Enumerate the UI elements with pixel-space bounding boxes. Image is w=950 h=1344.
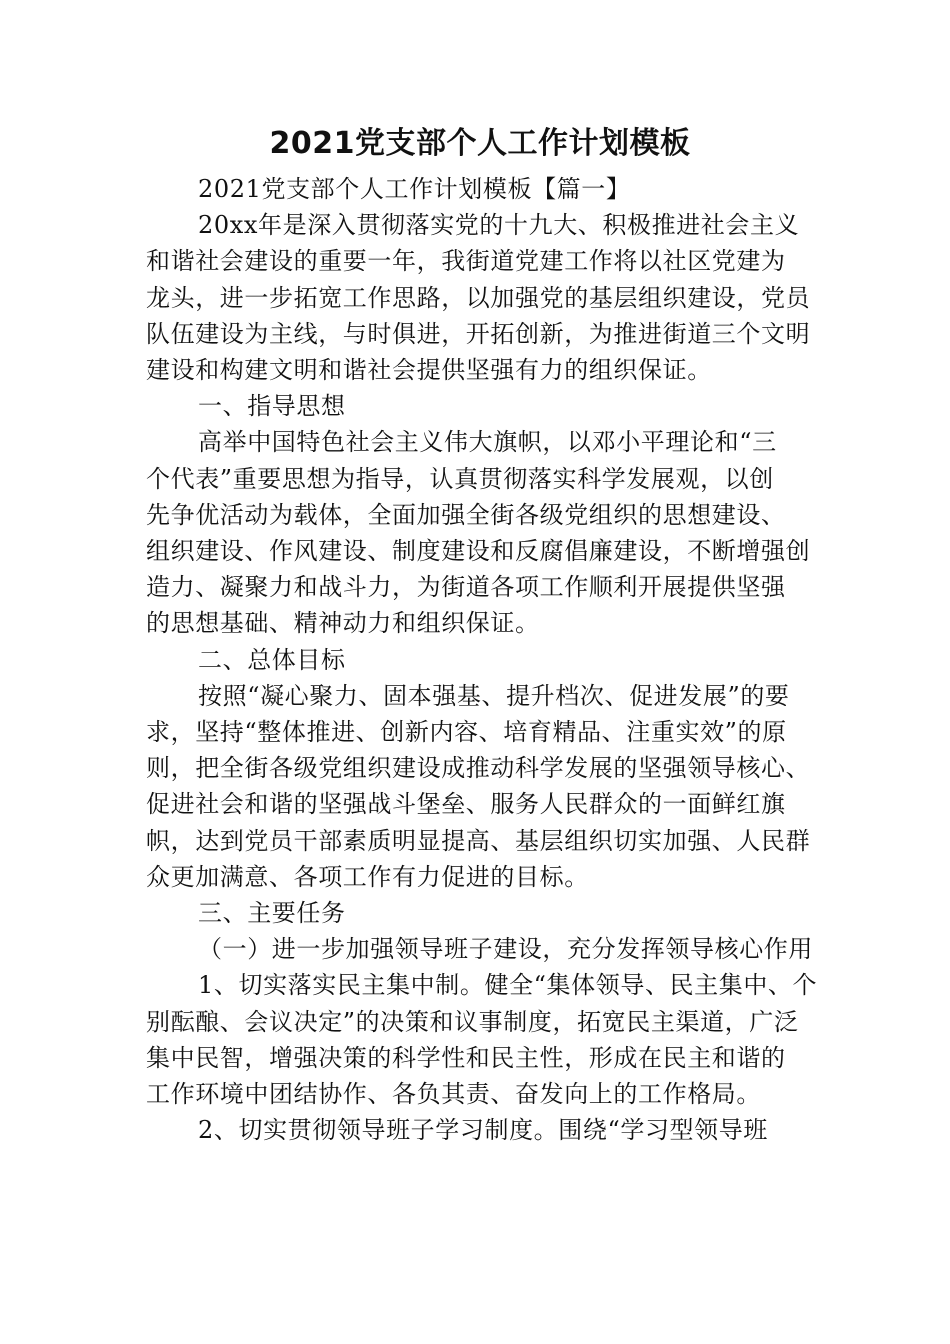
text-line: 组织建设、作风建设、制度建设和反腐倡廉建设，不断增强创 xyxy=(146,537,811,566)
text-line: 按照“凝心聚力、固本强基、提升档次、促进发展”的要 xyxy=(198,681,790,710)
text-line: 建设和构建文明和谐社会提供坚强有力的组织保证。 xyxy=(146,356,712,385)
text-line: （一）进一步加强领导班子建设，充分发挥领导核心作用 xyxy=(198,935,813,964)
text-line: 和谐社会建设的重要一年，我街道党建工作将以社区党建为 xyxy=(146,247,786,276)
text-line: 队伍建设为主线，与时俱进，开拓创新，为推进街道三个文明 xyxy=(146,319,811,348)
text-line: 促进社会和谐的坚强战斗堡垒、服务人民群众的一面鲜红旗 xyxy=(146,790,786,819)
document-body xyxy=(146,171,818,1148)
text-line: 工作环境中团结协作、各负其责、奋发向上的工作格局。 xyxy=(146,1080,761,1109)
text-line: 造力、凝聚力和战斗力，为街道各项工作顺利开展提供坚强 xyxy=(146,573,786,602)
text-line: 一、指导思想 xyxy=(198,392,346,421)
text-line: 三、主要任务 xyxy=(198,899,346,928)
text-line: 二、总体目标 xyxy=(198,645,346,674)
text-line: 龙头，进一步拓宽工作思路，以加强党的基层组织建设，党员 xyxy=(146,283,811,312)
text-line: 1、切实落实民主集中制。健全“集体领导、民主集中、个 xyxy=(198,971,818,1000)
text-line: 高举中国特色社会主义伟大旗帜，以邓小平理论和“三 xyxy=(198,428,777,457)
text-line: 众更加满意、各项工作有力促进的目标。 xyxy=(146,862,589,891)
text-line: 集中民智，增强决策的科学性和民主性，形成在民主和谐的 xyxy=(146,1043,786,1072)
text-line: 2021党支部个人工作计划模板【篇一】 xyxy=(198,175,631,203)
text-line: 个代表”重要思想为指导，认真贯彻落实科学发展观，以创 xyxy=(146,464,774,493)
text-line: 20xx年是深入贯彻落实党的十九大、积极推进社会主义 xyxy=(198,211,800,240)
text-line: 2、切实贯彻领导班子学习制度。围绕“学习型领导班 xyxy=(198,1116,768,1145)
text-line: 则，把全街各级党组织建设成推动科学发展的坚强领导核心、 xyxy=(146,754,811,783)
text-line: 的思想基础、精神动力和组织保证。 xyxy=(146,609,540,638)
document-page xyxy=(146,118,818,1148)
text-line: 帜，达到党员干部素质明显提高、基层组织切实加强、人民群 xyxy=(146,826,811,855)
text-line: 别酝酿、会议决定”的决策和议事制度，拓宽民主渠道，广泛 xyxy=(146,1007,799,1036)
document-title: 2021党支部个人工作计划模板 xyxy=(269,126,691,161)
text-line: 先争优活动为载体，全面加强全街各级党组织的思想建设、 xyxy=(146,500,786,529)
text-line: 求，坚持“整体推进、创新内容、培育精品、注重实效”的原 xyxy=(146,718,787,747)
